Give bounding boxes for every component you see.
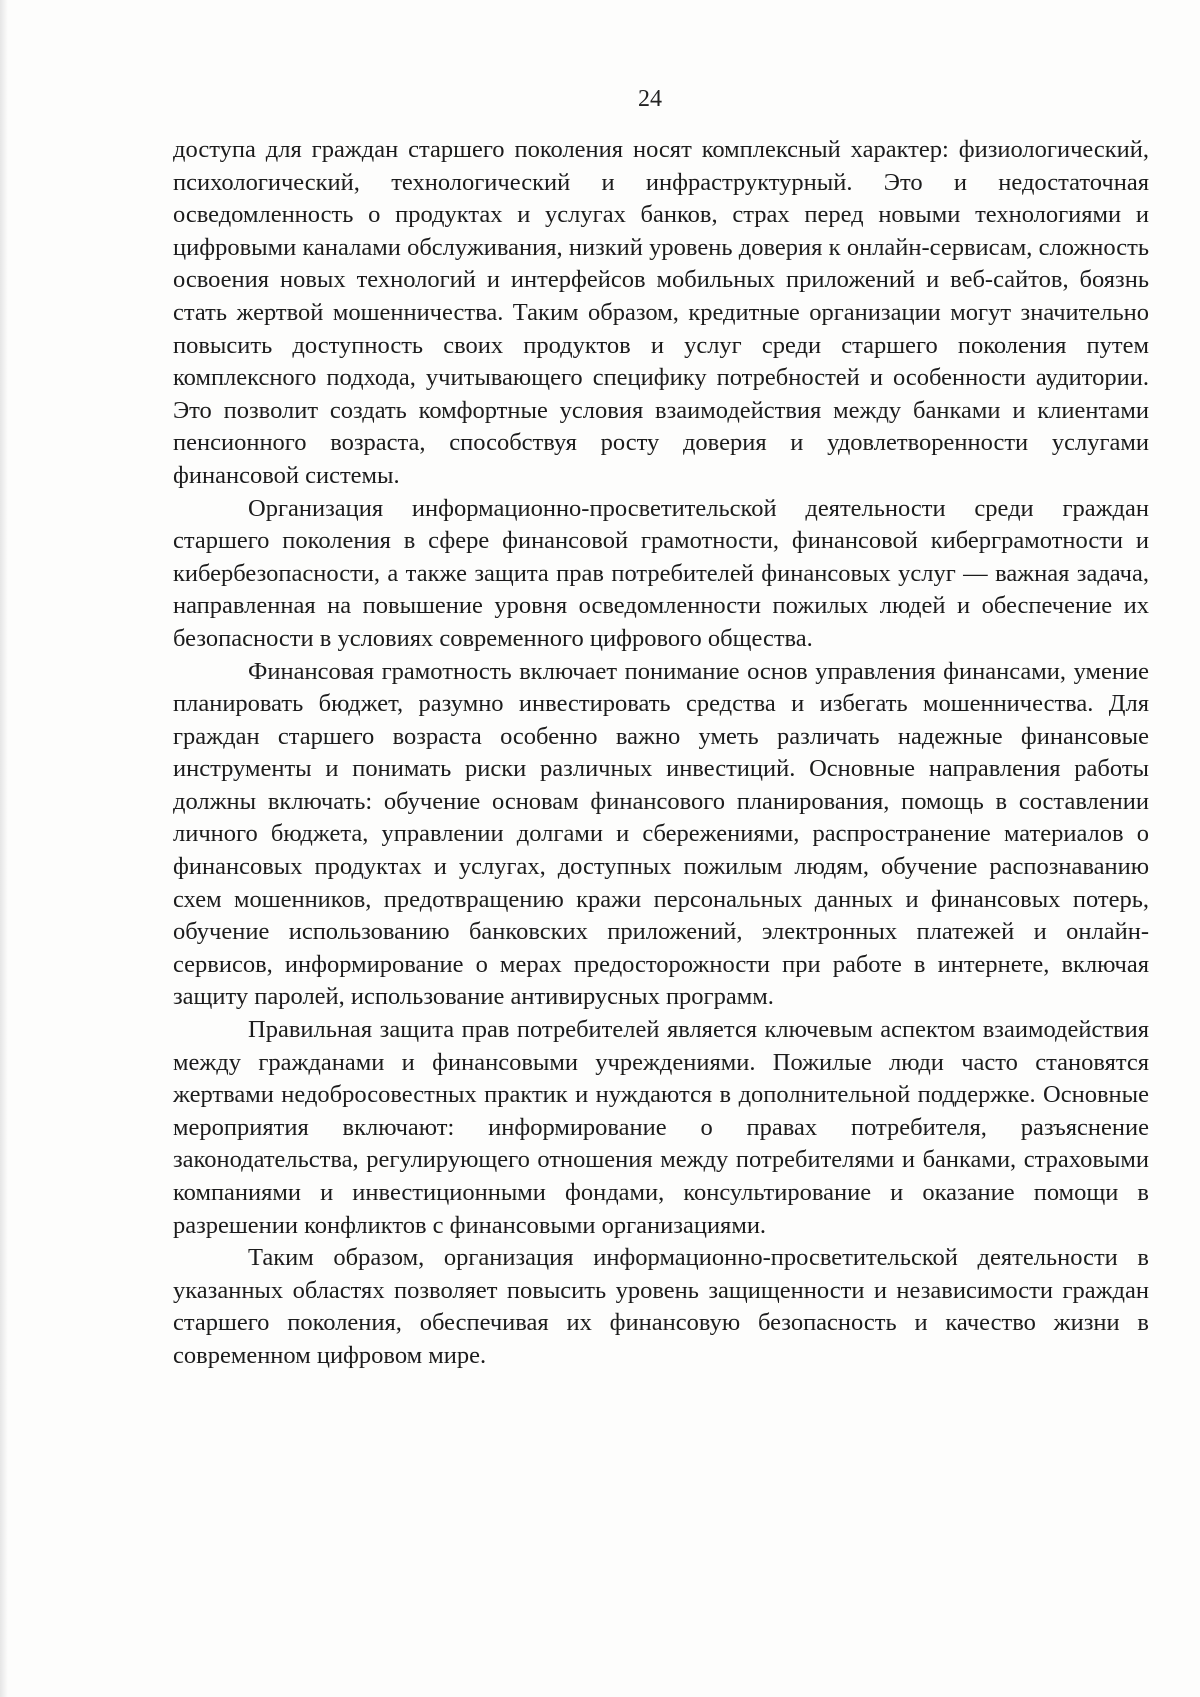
paragraph-1: доступа для граждан старшего поколения носят комплексный характер: физиологический, психологический, технологический и инфраструктурный. Это и недостаточная осведомленность о продуктах и услугах банков, страх перед новыми технологиями и цифровыми каналами обслуживания, низкий уровень доверия к онлайн-сервисам, сложность освоения новых технологий и интерфейсов мобильных приложений и веб-сайтов, боязнь стать жертвой мошенничества. Таким образом, кредитные организации могут значительно повысить доступность своих продуктов и услуг среди старшего поколения путем комплексного подхода, учитывающего специфику потребностей и особенности аудитории. Это позволит создать комфортные условия взаимодействия между банками и клиентами пенсионного возраста, способствуя росту доверия и удовлетворенности услугами финансовой системы. xyxy=(173,136,1149,489)
paragraph-3: Финансовая грамотность включает понимание основ управления финансами, умение планировать бюджет, разумно инвестировать средства и избегать мошенничества. Для граждан старшего возраста особенно важно уметь различать надежные финансовые инструменты и понимать риски различных инвестиций. Основные направления работы должны включать: обучение основам финансового планирования, помощь в составлении личного бюджета, управлении долгами и сбережениями, распространение материалов о финансовых продуктах и услугах, доступных пожилым людям, обучение распознаванию схем мошенников, предотвращению кражи персональных данных и финансовых потерь, обучение использованию банковских приложений, электронных платежей и онлайн-сервисов, информирование о мерах предосторожности при работе в интернете, включая защиту паролей, использование антивирусных программ. xyxy=(173,657,1149,1011)
page-number: 24 xyxy=(638,86,662,112)
body-text xyxy=(173,134,1149,1373)
paragraph-2: Организация информационно-просветительской деятельности среди граждан старшего поколения в сфере финансовой грамотности, финансовой киберграмотности и кибербезопасности, а также защита прав потребителей финансовых услуг — важная задача, направленная на повышение уровня осведомленности пожилых людей и обеспечение их безопасности в условиях современного цифрового общества. xyxy=(173,494,1149,652)
paragraph-4: Правильная защита прав потребителей является ключевым аспектом взаимодействия между гражданами и финансовыми учреждениями. Пожилые люди часто становятся жертвами недобросовестных практик и нуждаются в дополнительной поддержке. Основные мероприятия включают: информирование о правах потребителя, разъяснение законодательства, регулирующего отношения между потребителями и банками, страховыми компаниями и инвестиционными фондами, консультирование и оказание помощи в разрешении конфликтов с финансовыми организациями. xyxy=(173,1016,1149,1239)
scan-edge xyxy=(0,0,8,1697)
paragraph-5: Таким образом, организация информационно-просветительской деятельности в указанных областях позволяет повысить уровень защищенности и независимости граждан старшего поколения, обеспечивая их финансовую безопасность и качество жизни в современном цифровом мире. xyxy=(173,1244,1149,1369)
